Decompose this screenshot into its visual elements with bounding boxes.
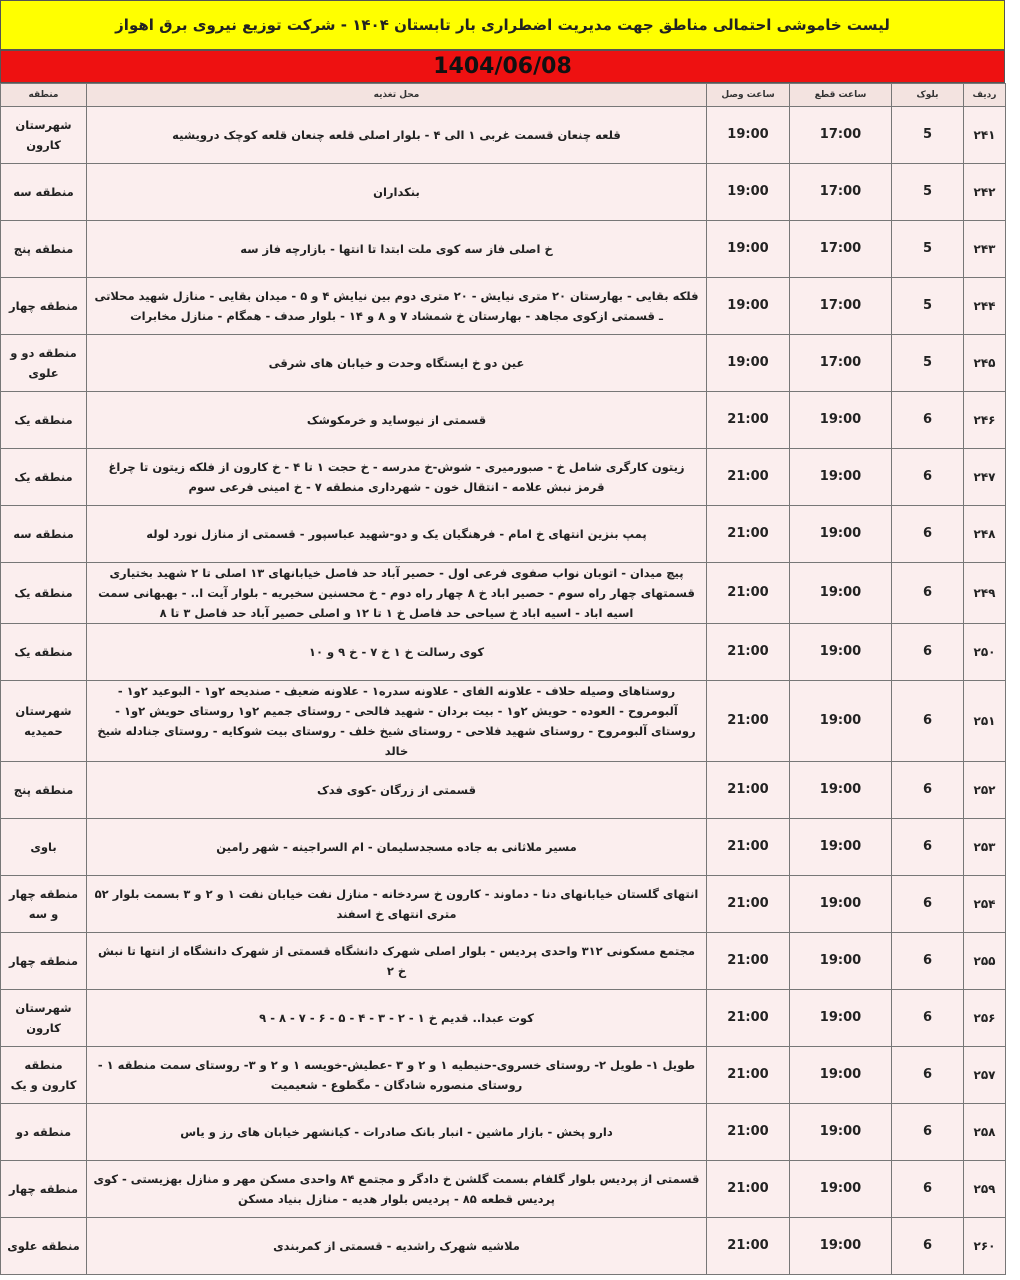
block-cell: 5 — [892, 278, 964, 335]
location-cell: قسمتی از نیوساید و خرمکوشک — [87, 392, 707, 449]
region-cell: منطقه دو — [1, 1104, 87, 1161]
connect-time-cell: 19:00 — [707, 164, 790, 221]
location-cell: کوت عبدا.. قدیم خ ۱ - ۲ - ۳ - ۴ - ۵ - ۶ - ۷ - ۸ - ۹ — [87, 990, 707, 1047]
connect-time-cell: 21:00 — [707, 876, 790, 933]
table-row — [1, 563, 1006, 624]
cut-time-cell: 19:00 — [790, 990, 892, 1047]
table-row — [1, 1218, 1006, 1275]
row-number-cell: ۲۴۹ — [964, 563, 1006, 624]
block-cell: 6 — [892, 681, 964, 762]
cut-time-cell: 19:00 — [790, 1047, 892, 1104]
cut-time-cell: 19:00 — [790, 819, 892, 876]
column-header-connect-time: ساعت وصل — [707, 84, 790, 107]
table-row — [1, 1161, 1006, 1218]
location-cell: ملاشیه شهرک راشدیه - قسمتی از کمربندی — [87, 1218, 707, 1275]
column-header-cut-time: ساعت قطع — [790, 84, 892, 107]
cut-time-cell: 17:00 — [790, 278, 892, 335]
location-cell: مجتمع مسکونی ۳۱۲ واحدی پردیس - بلوار اصلی شهرک دانشگاه قسمتی از شهرک دانشگاه از انتها تا نبش خ ۲ — [87, 933, 707, 990]
row-number-cell: ۲۴۸ — [964, 506, 1006, 563]
block-cell: 6 — [892, 1161, 964, 1218]
block-cell: 6 — [892, 1104, 964, 1161]
row-number-cell: ۲۵۲ — [964, 762, 1006, 819]
block-cell: 6 — [892, 1047, 964, 1104]
block-cell: 6 — [892, 762, 964, 819]
table-row — [1, 449, 1006, 506]
connect-time-cell: 21:00 — [707, 624, 790, 681]
cut-time-cell: 19:00 — [790, 624, 892, 681]
table-row — [1, 278, 1006, 335]
table-row — [1, 819, 1006, 876]
location-cell: روستاهای وصیله حلاف - علاونه الفای - علاونه سدره۱ - علاونه ضعیف - صندیحه ۲و۱ - البوعید ۲و۱ - آلبومروح - العوده - حویش ۲و۱ - بیت بردان - شهید فالحی - روستای جمیم ۲و۱ روستای حویش ۲و۱ - روستای آلبومروح - روستای شهید فلاحی - روستای شیخ خلف - روستای بیت شوکایه - روستای جنادله شیخ خالد — [87, 681, 707, 762]
column-header-block: بلوک — [892, 84, 964, 107]
connect-time-cell: 21:00 — [707, 1047, 790, 1104]
cut-time-cell: 19:00 — [790, 449, 892, 506]
outage-table — [0, 83, 1006, 1275]
cut-time-cell: 19:00 — [790, 1104, 892, 1161]
connect-time-cell: 21:00 — [707, 449, 790, 506]
table-row — [1, 164, 1006, 221]
region-cell: منطقه یک — [1, 624, 87, 681]
row-number-cell: ۲۵۵ — [964, 933, 1006, 990]
row-number-cell: ۲۶۰ — [964, 1218, 1006, 1275]
location-cell: زیتون کارگری شامل خ - صبورمیری - شوش-خ مدرسه - خ حجت ۱ تا ۴ - خ کارون از فلکه زیتون تا چراغ قرمز نبش علامه - انتقال خون - شهرداری منطقه ۷ - خ امینی فرعی سوم — [87, 449, 707, 506]
cut-time-cell: 17:00 — [790, 164, 892, 221]
location-cell: پیچ میدان - اتوبان نواب صفوی فرعی اول - حصیر آباد حد فاصل خیابانهای ۱۳ اصلی تا ۲ شهید بختیاری قسمتهای چهار راه سوم - حصیر اباد خ ۸ چهار راه دوم - خ محسنین سخیریه - بلوار آیت ا.. - بهبهانی سمت اسیه اباد - اسیه اباد خ سیاحی حد فاصل خ ۱ تا ۱۲ و اصلی حصیر آباد حد فاصل ۳ تا ۸ — [87, 563, 707, 624]
table-row — [1, 681, 1006, 762]
location-cell: خ اصلی فاز سه کوی ملت ابتدا تا انتها - بازارچه فاز سه — [87, 221, 707, 278]
column-header-region: منطقه — [1, 84, 87, 107]
table-row — [1, 1047, 1006, 1104]
table-row — [1, 876, 1006, 933]
table-row — [1, 506, 1006, 563]
block-cell: 6 — [892, 990, 964, 1047]
cut-time-cell: 19:00 — [790, 563, 892, 624]
block-cell: 6 — [892, 876, 964, 933]
table-row — [1, 624, 1006, 681]
block-cell: 6 — [892, 624, 964, 681]
block-cell: 6 — [892, 449, 964, 506]
block-cell: 6 — [892, 819, 964, 876]
page-title: لیست خاموشی احتمالی مناطق جهت مدیریت اضطراری بار تابستان ۱۴۰۴ - شرکت توزیع نیروی برق اهواز — [0, 0, 1005, 50]
cut-time-cell: 19:00 — [790, 933, 892, 990]
row-number-cell: ۲۵۸ — [964, 1104, 1006, 1161]
row-number-cell: ۲۴۱ — [964, 107, 1006, 164]
cut-time-cell: 17:00 — [790, 221, 892, 278]
row-number-cell: ۲۴۷ — [964, 449, 1006, 506]
connect-time-cell: 21:00 — [707, 1161, 790, 1218]
block-cell: 5 — [892, 335, 964, 392]
row-number-cell: ۲۵۳ — [964, 819, 1006, 876]
connect-time-cell: 19:00 — [707, 221, 790, 278]
location-cell: بنکداران — [87, 164, 707, 221]
cut-time-cell: 19:00 — [790, 876, 892, 933]
block-cell: 6 — [892, 1218, 964, 1275]
region-cell: منطقه پنج — [1, 762, 87, 819]
location-cell: قلعه چنعان قسمت غربی ۱ الی ۴ - بلوار اصلی قلعه چنعان قلعه کوچک درویشیه — [87, 107, 707, 164]
table-row — [1, 335, 1006, 392]
row-number-cell: ۲۵۰ — [964, 624, 1006, 681]
location-cell: قسمتی از زرگان -کوی فدک — [87, 762, 707, 819]
region-cell: منطقه سه — [1, 164, 87, 221]
cut-time-cell: 17:00 — [790, 335, 892, 392]
location-cell: کوی رسالت خ ۱ خ ۷ - خ ۹ و ۱۰ — [87, 624, 707, 681]
connect-time-cell: 21:00 — [707, 1104, 790, 1161]
region-cell: منطقه یک — [1, 449, 87, 506]
row-number-cell: ۲۵۷ — [964, 1047, 1006, 1104]
region-cell: منطقه سه — [1, 506, 87, 563]
location-cell: انتهای گلستان خیابانهای دنا - دماوند - کارون خ سردخانه - منازل نفت خیابان نفت ۱ و ۲ و ۳ بسمت بلوار ۵۲ متری انتهای خ اسفند — [87, 876, 707, 933]
region-cell: منطقه پنج — [1, 221, 87, 278]
table-header-row — [1, 84, 1006, 107]
location-cell: مسیر ملاثانی به جاده مسجدسلیمان - ام السراجینه - شهر رامین — [87, 819, 707, 876]
connect-time-cell: 19:00 — [707, 335, 790, 392]
row-number-cell: ۲۵۹ — [964, 1161, 1006, 1218]
table-row — [1, 1104, 1006, 1161]
region-cell: منطقه چهار — [1, 278, 87, 335]
block-cell: 5 — [892, 107, 964, 164]
location-cell: طویل ۱- طویل ۲- روستای خسروی-حنیطیه ۱ و ۲ و ۳ -عطیش-خویسه ۱ و ۲ و ۳- روستای سمت منطقه ۱ - روستای منصوره شادگان - مگطوع - شعیمیت — [87, 1047, 707, 1104]
region-cell: منطقه دو و علوی — [1, 335, 87, 392]
table-row — [1, 933, 1006, 990]
block-cell: 6 — [892, 933, 964, 990]
row-number-cell: ۲۵۴ — [964, 876, 1006, 933]
block-cell: 6 — [892, 563, 964, 624]
row-number-cell: ۲۵۱ — [964, 681, 1006, 762]
block-cell: 5 — [892, 164, 964, 221]
block-cell: 5 — [892, 221, 964, 278]
row-number-cell: ۲۴۶ — [964, 392, 1006, 449]
cut-time-cell: 19:00 — [790, 1218, 892, 1275]
table-row — [1, 762, 1006, 819]
connect-time-cell: 21:00 — [707, 681, 790, 762]
cut-time-cell: 19:00 — [790, 1161, 892, 1218]
row-number-cell: ۲۴۴ — [964, 278, 1006, 335]
table-row — [1, 221, 1006, 278]
cut-time-cell: 19:00 — [790, 506, 892, 563]
connect-time-cell: 19:00 — [707, 278, 790, 335]
region-cell: منطقه چهار — [1, 933, 87, 990]
date-banner: 1404/06/08 — [0, 50, 1005, 83]
location-cell: فلکه بقایی - بهارستان ۲۰ متری نیایش - ۲۰ متری دوم بین نیایش ۴ و ۵ - میدان بقایی - منازل شهید محلاتی ـ قسمتی ازکوی مجاهد - بهارستان خ شمشاد ۷ و ۸ و ۱۴ - بلوار صدف - همگام - منازل مخابرات — [87, 278, 707, 335]
region-cell: منطقه چهار — [1, 1161, 87, 1218]
location-cell: قسمتی از پردیس بلوار گلفام بسمت گلشن خ دادگر و مجتمع ۸۴ واحدی مسکن مهر و منازل بهزیستی - کوی پردیس قطعه ۸۵ - پردیس بلوار هدیه - منازل بنیاد مسکن — [87, 1161, 707, 1218]
connect-time-cell: 21:00 — [707, 1218, 790, 1275]
region-cell: باوی — [1, 819, 87, 876]
block-cell: 6 — [892, 392, 964, 449]
connect-time-cell: 21:00 — [707, 762, 790, 819]
region-cell: شهرستان حمیدیه — [1, 681, 87, 762]
cut-time-cell: 17:00 — [790, 107, 892, 164]
connect-time-cell: 21:00 — [707, 392, 790, 449]
cut-time-cell: 19:00 — [790, 392, 892, 449]
table-row — [1, 990, 1006, 1047]
column-header-location: محل تغذیه — [87, 84, 707, 107]
connect-time-cell: 21:00 — [707, 819, 790, 876]
region-cell: منطقه علوی — [1, 1218, 87, 1275]
table-row — [1, 107, 1006, 164]
row-number-cell: ۲۴۳ — [964, 221, 1006, 278]
connect-time-cell: 19:00 — [707, 107, 790, 164]
region-cell: منطقه یک — [1, 392, 87, 449]
connect-time-cell: 21:00 — [707, 506, 790, 563]
location-cell: دارو پخش - بازار ماشین - انبار بانک صادرات - کیانشهر خیابان های رز و یاس — [87, 1104, 707, 1161]
region-cell: شهرستان کارون — [1, 107, 87, 164]
connect-time-cell: 21:00 — [707, 933, 790, 990]
location-cell: عین دو خ ایستگاه وحدت و خیابان های شرقی — [87, 335, 707, 392]
connect-time-cell: 21:00 — [707, 563, 790, 624]
region-cell: منطقه کارون و یک — [1, 1047, 87, 1104]
region-cell: منطقه چهار و سه — [1, 876, 87, 933]
region-cell: منطقه یک — [1, 563, 87, 624]
column-header-row: ردیف — [964, 84, 1006, 107]
location-cell: پمپ بنزین انتهای خ امام - فرهنگیان یک و دو-شهید عباسپور - قسمتی از منازل نورد لوله — [87, 506, 707, 563]
row-number-cell: ۲۴۲ — [964, 164, 1006, 221]
table-row — [1, 392, 1006, 449]
connect-time-cell: 21:00 — [707, 990, 790, 1047]
row-number-cell: ۲۴۵ — [964, 335, 1006, 392]
row-number-cell: ۲۵۶ — [964, 990, 1006, 1047]
cut-time-cell: 19:00 — [790, 681, 892, 762]
region-cell: شهرستان کارون — [1, 990, 87, 1047]
cut-time-cell: 19:00 — [790, 762, 892, 819]
block-cell: 6 — [892, 506, 964, 563]
